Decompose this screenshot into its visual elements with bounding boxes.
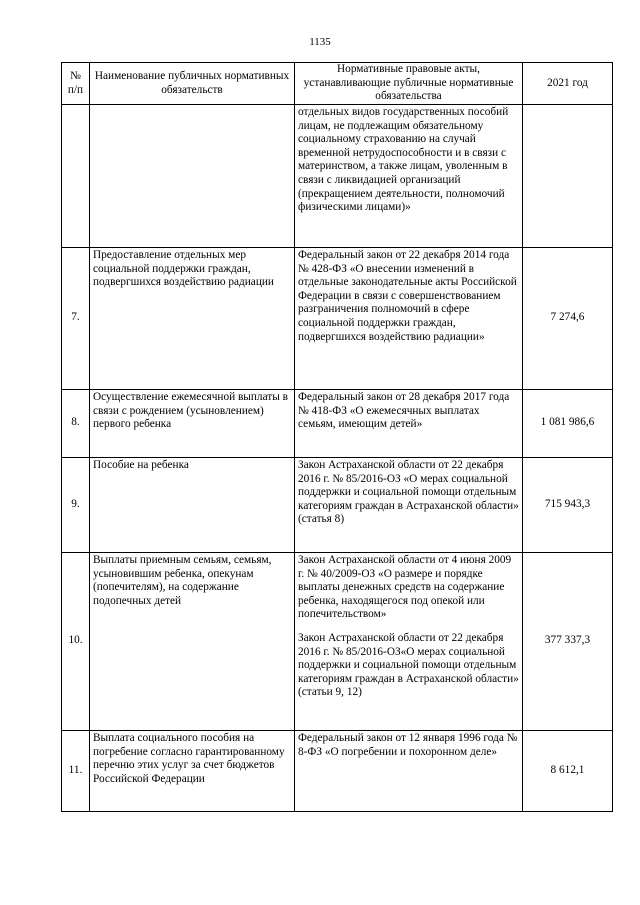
table-row bbox=[62, 105, 613, 248]
header-name: Наименование публичных нормативных обязательств bbox=[90, 63, 295, 105]
header-num: № п/п bbox=[62, 63, 90, 105]
row-amount: 1 081 986,6 bbox=[523, 390, 613, 458]
row-amount bbox=[523, 105, 613, 248]
row-acts bbox=[295, 248, 523, 390]
row-acts bbox=[295, 105, 523, 248]
act-text: Закон Астраханской области от 4 июня 2009 г. № 40/2009-ОЗ «О размере и порядке выплаты денежных средств на содержание ребенка, находящегося под опекой или попечительством» bbox=[298, 554, 512, 621]
header-acts: Нормативные правовые акты, устанавливающие публичные нормативные обязательства bbox=[295, 63, 523, 105]
act-text: Федеральный закон от 22 декабря 2014 года № 428-ФЗ «О внесении изменений в отдельные законодательные акты Российской Федерации в связи с совершенствованием разграничения полномочий в сфере социальной поддержки граждан, подвергшихся воздействию радиации» bbox=[298, 249, 517, 343]
row-name bbox=[90, 105, 295, 248]
table-header-row bbox=[62, 63, 613, 105]
row-amount: 715 943,3 bbox=[523, 458, 613, 553]
header-year: 2021 год bbox=[523, 63, 613, 105]
row-name: Осуществление ежемесячной выплаты в связи с рождением (усыновлением) первого ребенка bbox=[90, 390, 295, 458]
act-text: отдельных видов государственных пособий лицам, не подлежащим обязательному социальному страхованию на случай временной нетрудоспособности и в связи с материнством, а также лицам, уволенным в связи с ликвидацией организаций (прекращением деятельности, полномочий физическими лицами)» bbox=[298, 106, 509, 214]
row-num: 8. bbox=[62, 390, 90, 458]
row-num: 10. bbox=[62, 553, 90, 731]
act-text: Федеральный закон от 12 января 1996 года № 8-ФЗ «О погребении и похоронном деле» bbox=[298, 732, 518, 758]
row-num: 7. bbox=[62, 248, 90, 390]
row-acts bbox=[295, 731, 523, 812]
row-name: Пособие на ребенка bbox=[90, 458, 295, 553]
row-name: Выплаты приемным семьям, семьям, усыновившим ребенка, опекунам (попечителям), на содержание подопечных детей bbox=[90, 553, 295, 731]
act-gap bbox=[298, 622, 519, 632]
row-num: 11. bbox=[62, 731, 90, 812]
row-num bbox=[62, 105, 90, 248]
row-amount: 377 337,3 bbox=[523, 553, 613, 731]
act-text: Закон Астраханской области от 22 декабря 2016 г. № 85/2016-ОЗ «О мерах социальной поддержки и социальной помощи отдельным категориям граждан в Астраханской области» (статья 8) bbox=[298, 459, 519, 526]
row-acts bbox=[295, 390, 523, 458]
act-text: Закон Астраханской области от 22 декабря 2016 г. № 85/2016-ОЗ«О мерах социальной поддержки и социальной помощи отдельным категориям граждан в Астраханской области» (статьи 9, 12) bbox=[298, 631, 519, 699]
row-amount: 7 274,6 bbox=[523, 248, 613, 390]
row-name: Предоставление отдельных мер социальной поддержки граждан, подвергшихся воздействию радиации bbox=[90, 248, 295, 390]
table-row bbox=[62, 390, 613, 458]
obligations-table bbox=[61, 62, 613, 812]
row-name: Выплата социального пособия на погребение согласно гарантированному перечню этих услуг за счет бюджетов Российской Федерации bbox=[90, 731, 295, 812]
row-acts bbox=[295, 458, 523, 553]
page-number: 1135 bbox=[309, 36, 331, 48]
table-row bbox=[62, 731, 613, 812]
table-row bbox=[62, 248, 613, 390]
row-amount: 8 612,1 bbox=[523, 731, 613, 812]
act-text: Федеральный закон от 28 декабря 2017 года № 418-ФЗ «О ежемесячных выплатах семьям, имеющим детей» bbox=[298, 391, 510, 431]
row-acts bbox=[295, 553, 523, 731]
row-num: 9. bbox=[62, 458, 90, 553]
table-row bbox=[62, 553, 613, 731]
table-row bbox=[62, 458, 613, 553]
